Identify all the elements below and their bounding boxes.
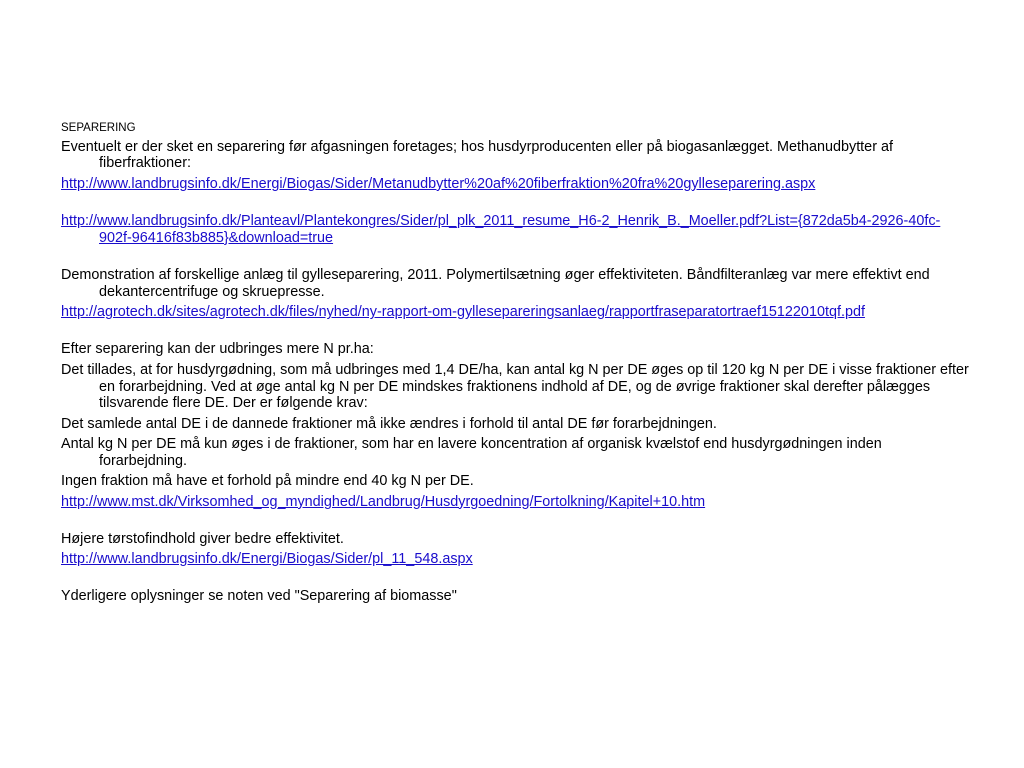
separation-n-text: Efter separering kan der udbringes mere N pr.ha: [61, 341, 374, 358]
link-metanudbytter[interactable]: http://www.landbrugsinfo.dk/Energi/Biogas/Sider/Metanudbytter%20af%20fiberfraktion%20fra%20gylleseparering.aspx [61, 175, 816, 192]
rules-text: Det tillades, at for husdyrgødning, som må udbringes med 1,4 DE/ha, kan antal kg N per DE øges op til 120 kg N per DE i visse fraktioner efter en forarbejdning. Ved at øge antal kg N per DE mindskes fraktionens indhold af DE, og de øvrige fraktioner skal derefter pålægges tilsvarende flere DE. Der er følgende krav: [61, 361, 969, 412]
notes-content [61, 121, 971, 609]
spacer [61, 514, 971, 531]
spacer [61, 572, 971, 589]
requirement-3: Ingen fraktion må have et forhold på mindre end 40 kg N per DE. [61, 473, 474, 490]
link-landbrugsinfo-pl11548[interactable]: http://www.landbrugsinfo.dk/Energi/Biogas/Sider/pl_11_548.aspx [61, 551, 473, 568]
requirement-2: Antal kg N per DE må kun øges i de fraktioner, som har en lavere koncentration af organisk kvælstof end husdyrgødningen inden forarbejdning. [61, 436, 882, 469]
requirement-1: Det samlede antal DE i de dannede fraktioner må ikke ændres i forhold til antal DE før forarbejdningen. [61, 415, 717, 432]
spacer [61, 325, 971, 342]
demonstration-text: Demonstration af forskellige anlæg til gylleseparering, 2011. Polymertilsætning øger effektiviteten. Båndfilteranlæg var mere effektivt end dekantercentrifuge og skruepresse. [61, 266, 930, 300]
link-mst-kapitel10[interactable]: http://www.mst.dk/Virksomhed_og_myndighed/Landbrug/Husdyrgoedning/Fortolkning/Kapitel+10.htm [61, 493, 706, 510]
link-plantekongres-pdf[interactable]: http://www.landbrugsinfo.dk/Planteavl/Plantekongres/Sider/pl_plk_2011_resume_H6-2_Henrik_B._Moeller.pdf?List={872da5b4-2926-40fc-902f-96416f83b885}&download=true [61, 212, 941, 246]
spacer [61, 250, 971, 267]
dry-matter-text: Højere tørstofindhold giver bedre effektivitet. [61, 530, 344, 547]
section-heading: SEPARERING [61, 122, 136, 134]
intro-text: Eventuelt er der sket en separering før afgasningen foretages; hos husdyrproducenten eller på biogasanlægget. Methanudbytter af fiberfraktioner: [61, 138, 893, 172]
spacer [61, 196, 971, 213]
link-agrotech-rapport[interactable]: http://agrotech.dk/sites/agrotech.dk/files/nyhed/ny-rapport-om-gyllesepareringsanlaeg/rapportfraseparatortraef15122010tqf.pdf [61, 304, 865, 321]
further-info-text: Yderligere oplysninger se noten ved "Separering af biomasse" [61, 588, 457, 605]
